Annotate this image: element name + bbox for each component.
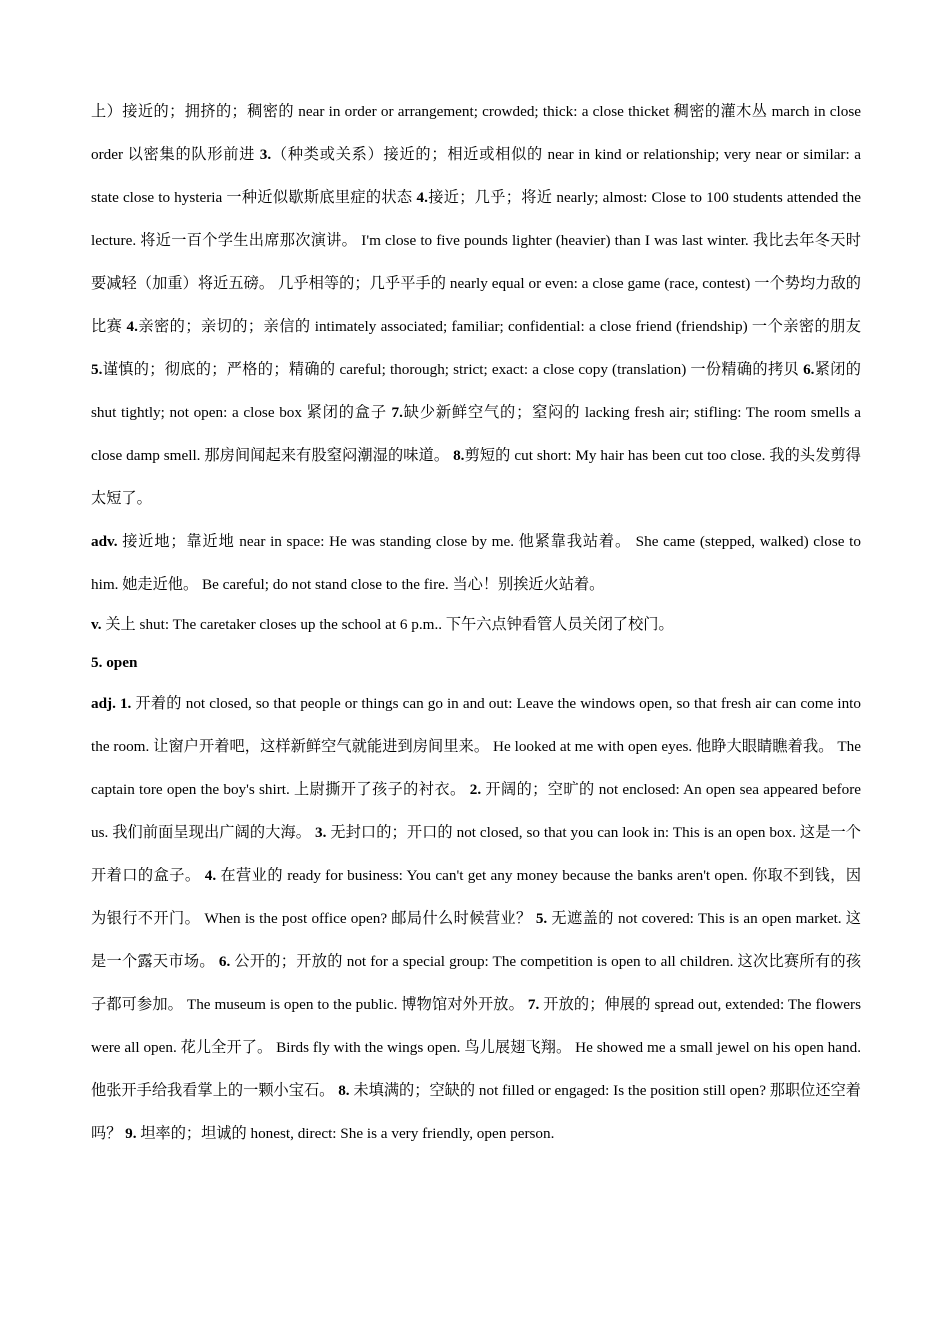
sense-number: 3. xyxy=(315,824,327,841)
sense-number: 6. xyxy=(803,361,815,378)
open-seg: 坦率的；坦诚的 honest, direct: She is a very friendly, open person. xyxy=(136,1125,555,1142)
open-seg: 无封口的；开口的 not closed, so that you can look in: This is an open box. 这是一个开着口的盒子。 xyxy=(91,824,861,884)
sense-number: 4. xyxy=(126,318,138,335)
sense-number: 9. xyxy=(125,1125,137,1142)
pos-label-adv: adv. xyxy=(91,533,118,550)
sense-number: 8. xyxy=(338,1082,350,1099)
close-seg: 紧闭的 shut tightly; not open: a close box 紧闭的盒子 xyxy=(91,361,861,421)
open-heading: 5. open xyxy=(91,654,138,671)
sense-number: 5. xyxy=(91,361,103,378)
open-seg: 在营业的 ready for business: You can't get any money because the banks aren't open. 你取不到钱，因为银行不开门。 When is the post office open? 邮局什么时候营业？ xyxy=(91,867,862,927)
sense-number: 2. xyxy=(469,781,482,798)
adv-definition: 接近地；靠近地 near in space: He was standing close by me. 他紧靠我站着。 She came (stepped, walked) close to him. 她走近他。 Be careful; do not stand close to the fire. 当心！别挨近火站着。 xyxy=(91,533,861,593)
close-seg: （种类或关系）接近的；相近或相似的 near in kind or relationship; very near or similar: a state close to hysteria 一种近似歇斯底里症的状态 xyxy=(91,146,862,206)
document-page xyxy=(91,90,861,1155)
open-seg: 公开的；开放的 not for a special group: The competition is open to all children. 这次比赛所有的孩子都可参加。 The museum is open to the public. 博物馆对外开放。 xyxy=(91,953,862,1013)
sense-number: adj. 1. xyxy=(91,695,132,712)
close-seg: 亲密的；亲切的；亲信的 intimately associated; familiar; confidential: a close friend (friendship) 一个亲密的朋友 xyxy=(137,318,861,335)
close-seg: 缺少新鲜空气的；窒闷的 lacking fresh air; stifling: The room smells a close damp smell. 那房间闻起来有股窒闷潮湿的味道。 xyxy=(91,404,861,464)
close-definitions-paragraph xyxy=(91,90,861,520)
close-seg: 接近；几乎；将近 nearly; almost: Close to 100 students attended the lecture. 将近一百个学生出席那次演讲。 I'm close to five pounds lighter (heavier) than I was last winter. 我比去年冬天时要减轻（加重）将近五磅。 几乎相等的；几乎平手的 nearly equal or even: a close game (race, contest) 一个势均力敌的比赛 xyxy=(91,189,861,335)
pos-label-v: v. xyxy=(91,616,102,633)
close-verb-paragraph xyxy=(91,606,861,644)
open-seg: 开阔的；空旷的 not enclosed: An open sea appeared before us. 我们前面呈现出广阔的大海。 xyxy=(91,781,861,841)
sense-number: 5. xyxy=(535,910,548,927)
close-seg: 剪短的 cut short: My hair has been cut too close. 我的头发剪得太短了。 xyxy=(91,447,861,507)
open-seg: 开放的；伸展的 spread out, extended: The flowers were all open. 花儿全开了。 Birds fly with the wings open. 鸟儿展翅飞翔。 He showed me a small jewel on his open hand. 他张开手给我看掌上的一颗小宝石。 xyxy=(91,996,861,1099)
sense-number: 7. xyxy=(527,996,540,1013)
close-seg: 上）接近的；拥挤的；稠密的 near in order or arrangement; crowded; thick: a close thicket 稠密的灌木丛 march in close order 以密集的队形前进 xyxy=(91,103,861,163)
open-seg: 未填满的；空缺的 not filled or engaged: Is the position still open? 那职位还空着吗？ xyxy=(91,1082,861,1142)
close-adverb-paragraph xyxy=(91,520,861,606)
sense-number: 4. xyxy=(416,189,428,206)
verb-definition: 关上 shut: The caretaker closes up the school at 6 p.m.. 下午六点钟看管人员关闭了校门。 xyxy=(101,616,674,633)
open-definitions-paragraph xyxy=(91,682,861,1155)
sense-number: 4. xyxy=(204,867,217,884)
sense-number: 3. xyxy=(259,146,272,163)
sense-number: 8. xyxy=(453,447,465,464)
sense-number: 7. xyxy=(391,404,403,421)
close-seg: 谨慎的；彻底的；严格的；精确的 careful; thorough; strict; exact: a close copy (translation) 一份精确的拷贝 xyxy=(102,361,804,378)
open-seg: 无遮盖的 not covered: This is an open market. 这是一个露天市场。 xyxy=(91,910,861,970)
open-seg: 开着的 not closed, so that people or things can go in and out: Leave the windows open, so that fresh air can come into the room. 让窗户开着吧，这样新鲜空气就能进到房间里来。 He looked at me with open eyes. 他睁大眼睛瞧着我。 The captain tore open the boy's shirt. 上尉撕开了孩子的衬衣。 xyxy=(91,695,861,798)
sense-number: 6. xyxy=(218,953,231,970)
